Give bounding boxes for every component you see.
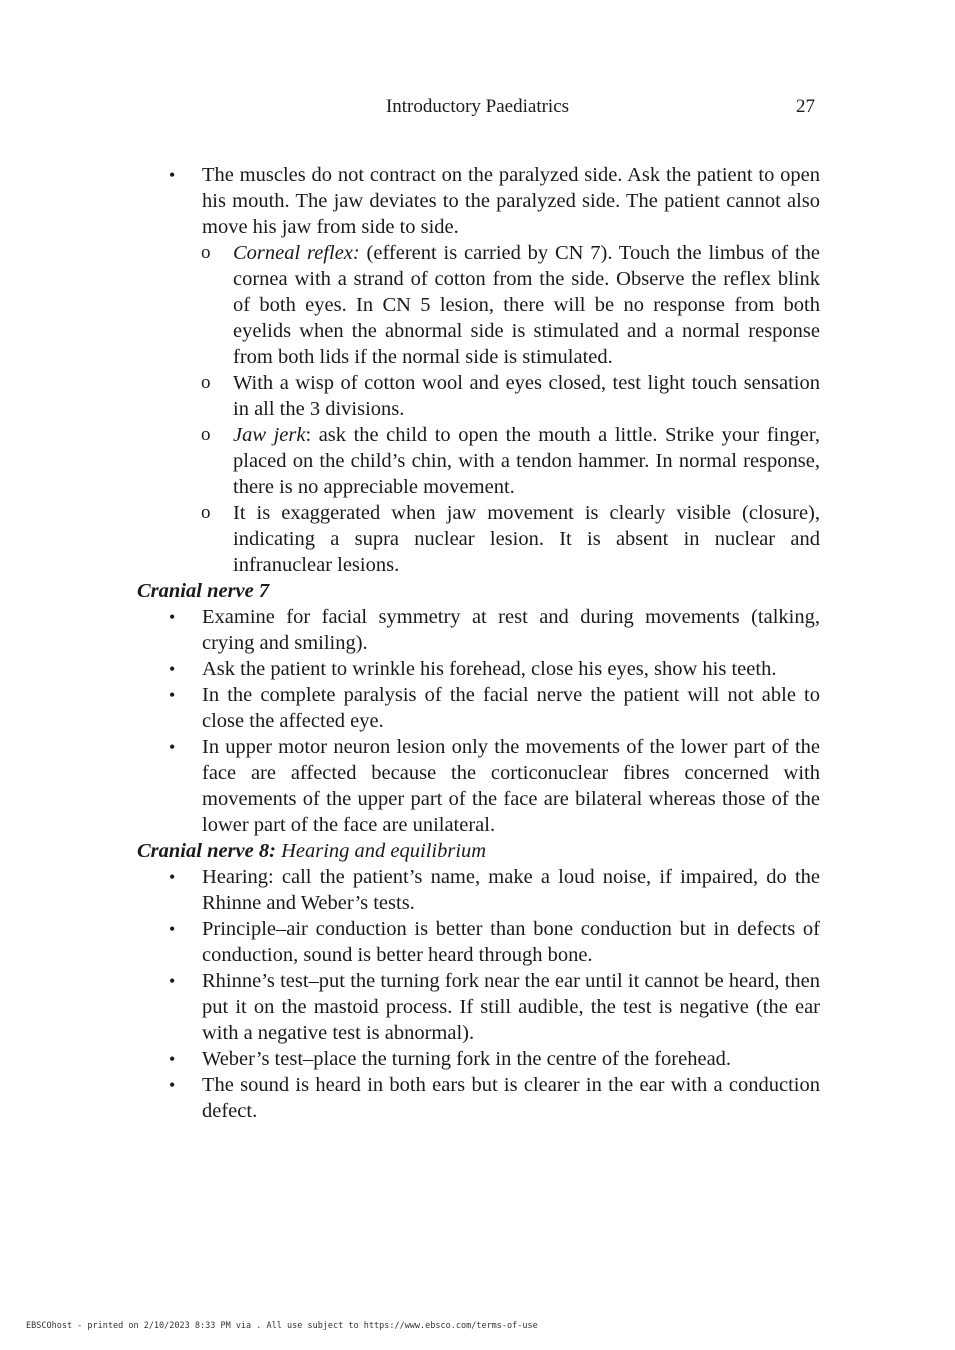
list-item: • Hearing: call the patient’s name, make a loud noise, if impaired, do the Rhinne and Weber’s tests. (137, 864, 820, 916)
page-body (137, 162, 820, 1124)
list-item: • Examine for facial symmetry at rest and during movements (talking, crying and smiling). (137, 604, 820, 656)
cn8-list (137, 864, 820, 1124)
intro-list (137, 162, 820, 240)
running-title: Introductory Paediatrics (385, 96, 570, 117)
section-heading-label: Cranial nerve 8: (137, 840, 276, 862)
list-item: • Principle–air conduction is better than bone conduction but in defects of conduction, sound is better heard through bone. (137, 916, 820, 968)
sub-list-item (137, 370, 820, 422)
list-item: • The muscles do not contract on the paralyzed side. Ask the patient to open his mouth. The jaw deviates to the paralyzed side. The patient cannot also move his jaw from side to side. (137, 162, 820, 240)
cn5-sub-list (137, 240, 820, 578)
list-item: • The sound is heard in both ears but is clearer in the ear with a conduction defect. (137, 1072, 820, 1124)
list-item: • In upper motor neuron lesion only the movements of the lower part of the face are affected because the corticonuclear fibres concerned with movements of the upper part of the face are bilateral whereas those of the lower part of the face are unilateral. (137, 734, 820, 838)
print-footer: EBSCOhost - printed on 2/10/2023 8:33 PM via . All use subject to https://www.ebsco.com/terms-of-use (26, 1321, 538, 1331)
page-header (0, 96, 955, 122)
item-lead: Corneal reflex: (233, 242, 360, 264)
section-subheading: Hearing and equilibrium (275, 840, 487, 862)
item-text: : ask the child to open the mouth a little. Strike your finger, placed on the child’s chin, with a tendon hammer. In normal response, there is no appreciable movement. (233, 424, 820, 498)
list-item: • In the complete paralysis of the facial nerve the patient will not able to close the affected eye. (137, 682, 820, 734)
list-item: • Ask the patient to wrinkle his forehead, close his eyes, show his teeth. (137, 656, 820, 682)
section-heading-cn8 (137, 838, 820, 864)
item-text: (efferent is carried by CN 7). Touch the limbus of the cornea with a strand of cotton from the side. Observe the reflex blink of both eyes. In CN 5 lesion, there will be no response from both eyelids when the abnormal side is stimulated and a normal response from both lids if the normal side is stimulated. (233, 242, 820, 368)
item-text: With a wisp of cotton wool and eyes closed, test light touch sensation in all the 3 divisions. (233, 372, 820, 420)
list-item: • Weber’s test–place the turning fork in the centre of the forehead. (137, 1046, 820, 1072)
cn7-list (137, 604, 820, 838)
sub-list-item (137, 240, 820, 370)
section-heading-cn7: Cranial nerve 7 (137, 580, 270, 602)
item-text: It is exaggerated when jaw movement is clearly visible (closure), indicating a supra nuclear lesion. It is absent in nuclear and infranuclear lesions. (233, 502, 820, 576)
page-number: 27 (796, 96, 815, 117)
item-lead: Jaw jerk (233, 424, 306, 446)
sub-list-item (137, 422, 820, 500)
sub-list-item (137, 500, 820, 578)
list-item: • Rhinne’s test–put the turning fork near the ear until it cannot be heard, then put it on the mastoid process. If still audible, the test is negative (the ear with a negative test is abnormal). (137, 968, 820, 1046)
